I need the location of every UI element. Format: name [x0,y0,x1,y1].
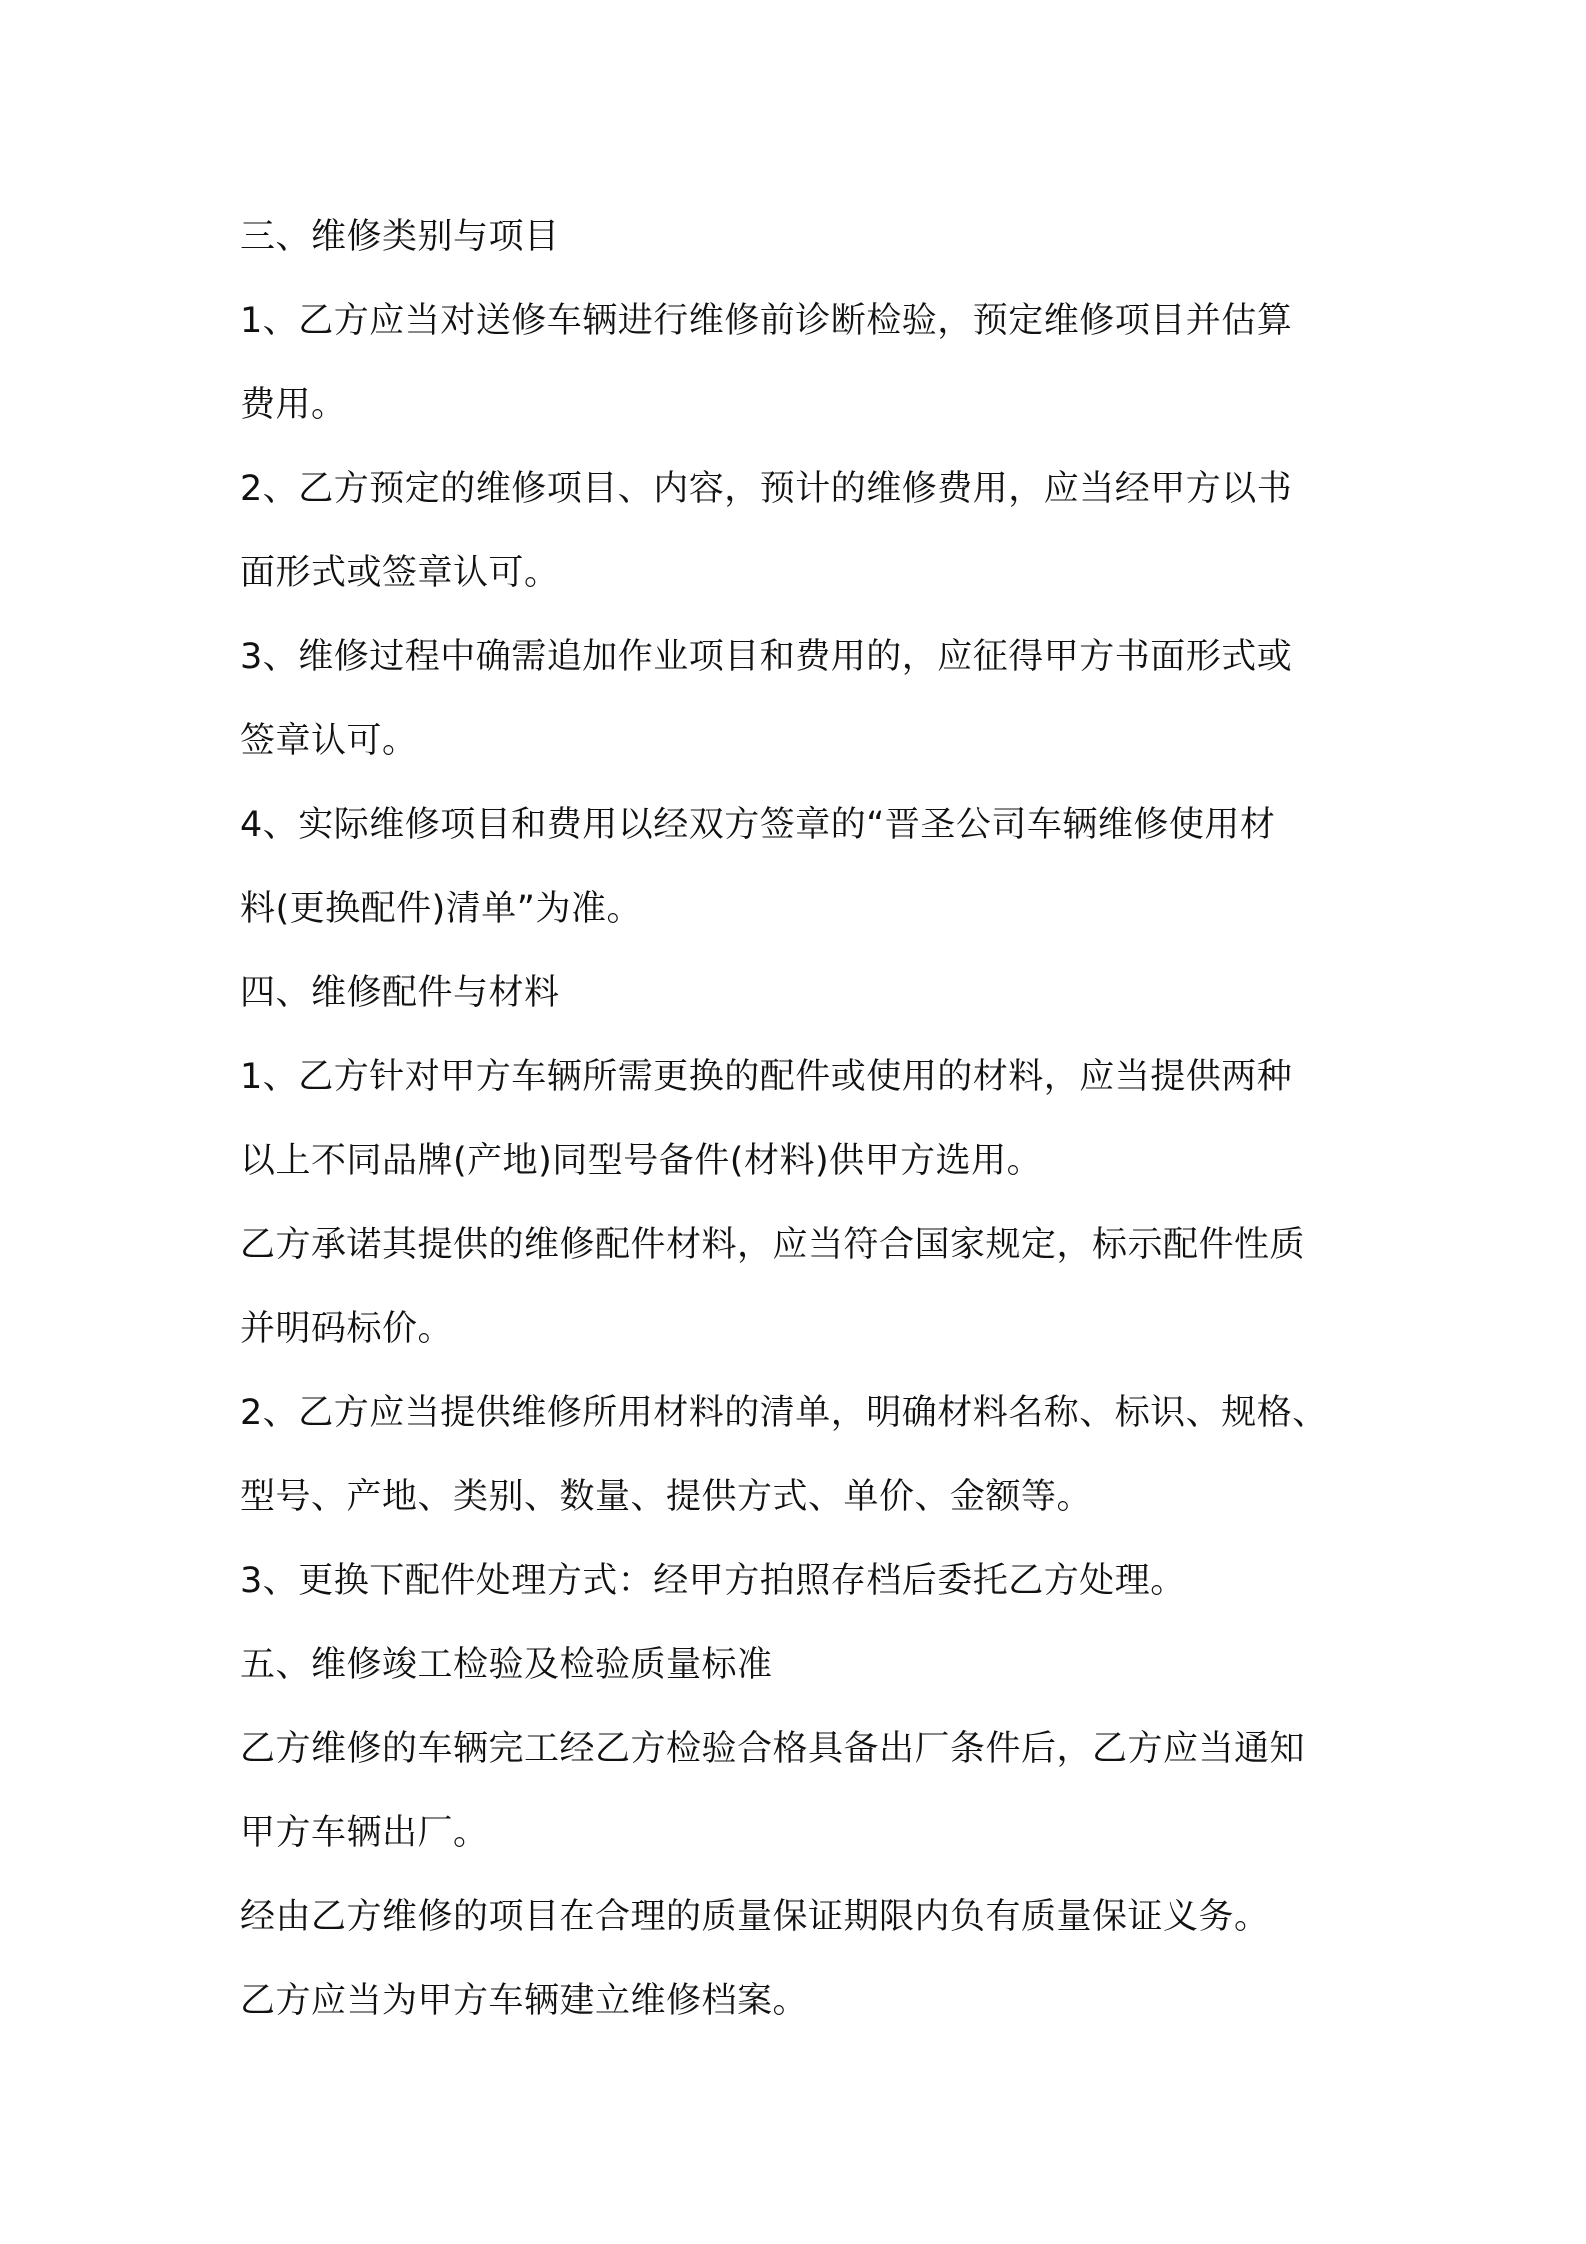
section-heading-3: 三、维修类别与项目 [240,217,560,257]
section-heading-5: 五、维修竣工检验及检验质量标准 [240,1645,773,1685]
paragraph-line: 甲方车辆出厂。 [240,1813,489,1853]
paragraph-line: 料(更换配件)清单”为准。 [240,889,642,929]
paragraph-line: 1、乙方针对甲方车辆所需更换的配件或使用的材料，应当提供两种 [240,1057,1293,1097]
paragraph-line: 乙方承诺其提供的维修配件材料，应当符合国家规定，标示配件性质 [240,1225,1306,1265]
paragraph-line: 以上不同品牌(产地)同型号备件(材料)供甲方选用。 [240,1141,1043,1181]
paragraph-line: 2、乙方预定的维修项目、内容，预计的维修费用，应当经甲方以书 [240,469,1293,509]
paragraph-line: 乙方应当为甲方车辆建立维修档案。 [240,1981,809,2021]
paragraph-line: 3、更换下配件处理方式：经甲方拍照存档后委托乙方处理。 [240,1561,1186,1601]
paragraph-line: 型号、产地、类别、数量、提供方式、单价、金额等。 [240,1477,1093,1517]
paragraph-line: 乙方维修的车辆完工经乙方检验合格具备出厂条件后，乙方应当通知 [240,1729,1306,1769]
paragraph-line: 面形式或签章认可。 [240,553,560,593]
paragraph-line: 2、乙方应当提供维修所用材料的清单，明确材料名称、标识、规格、 [240,1393,1328,1433]
paragraph-line: 经由乙方维修的项目在合理的质量保证期限内负有质量保证义务。 [240,1897,1270,1937]
paragraph-line: 4、实际维修项目和费用以经双方签章的“晋圣公司车辆维修使用材 [240,805,1276,845]
document-body [240,195,1370,2043]
section-heading-4: 四、维修配件与材料 [240,973,560,1013]
paragraph-line: 3、维修过程中确需追加作业项目和费用的，应征得甲方书面形式或 [240,637,1293,677]
paragraph-line: 1、乙方应当对送修车辆进行维修前诊断检验，预定维修项目并估算 [240,301,1293,341]
paragraph-line: 签章认可。 [240,721,418,761]
paragraph-line: 并明码标价。 [240,1309,454,1349]
paragraph-line: 费用。 [240,385,347,425]
